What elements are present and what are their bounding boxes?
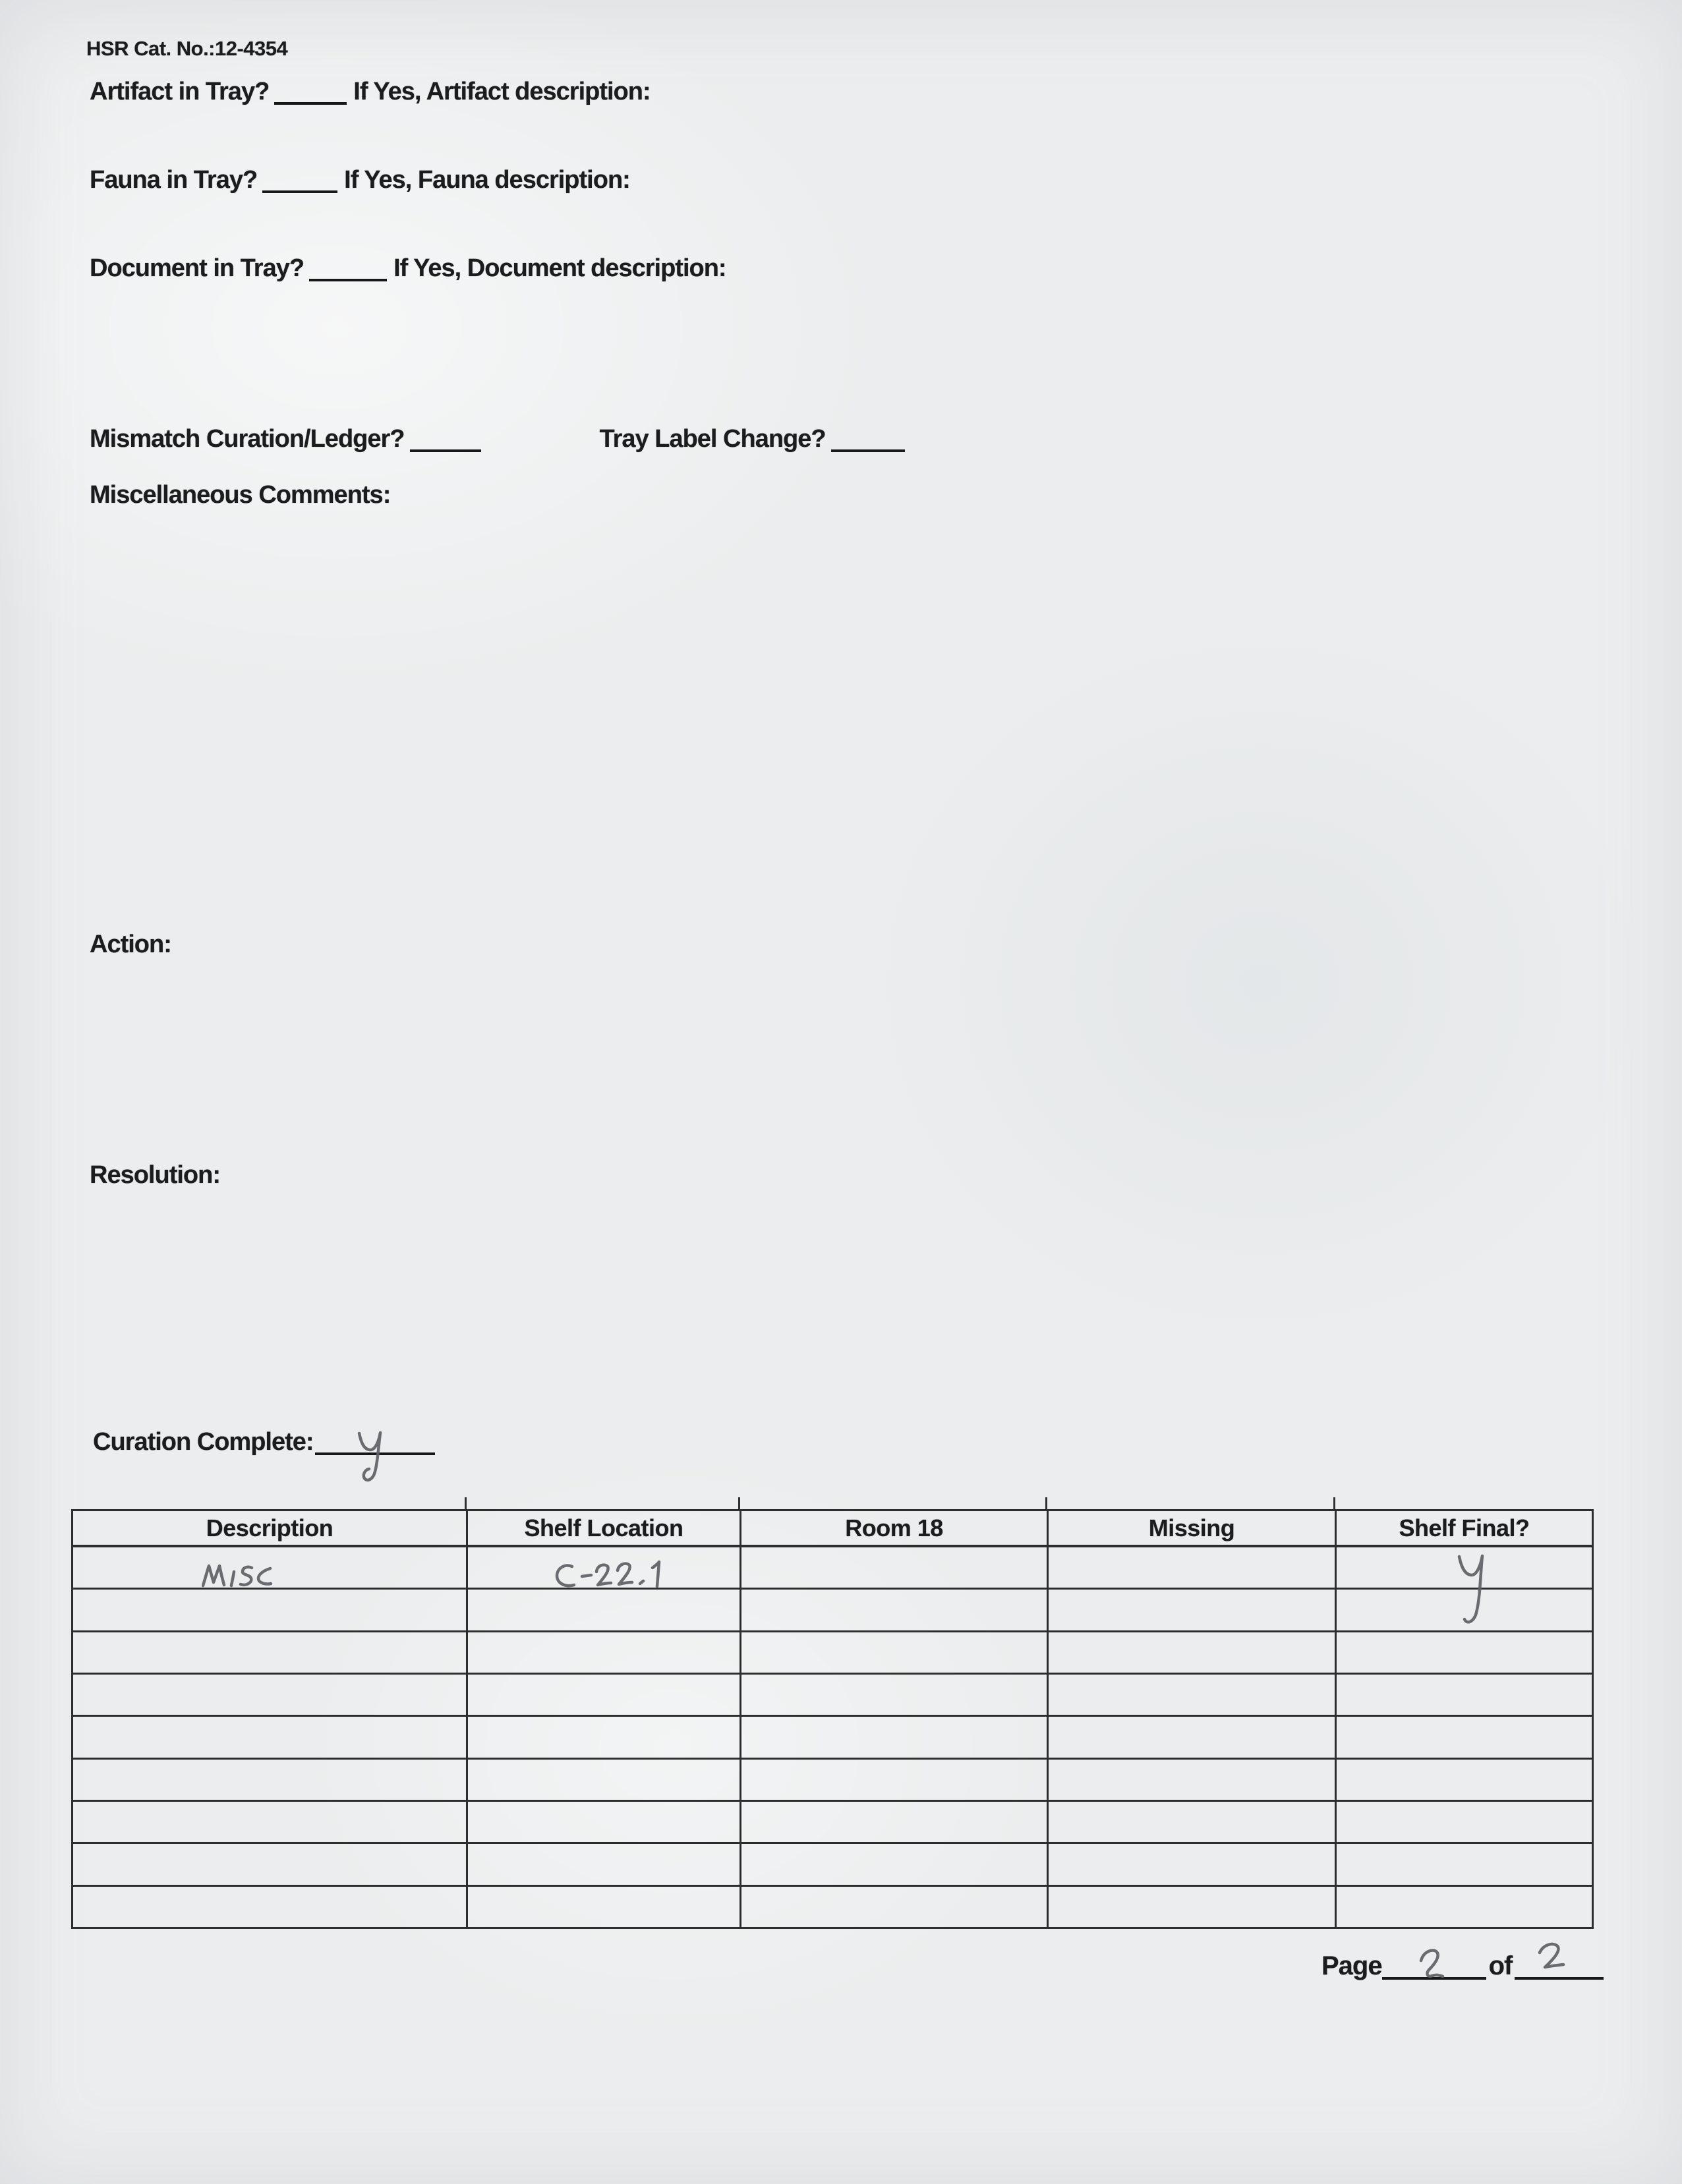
fauna-followup-label: If Yes, Fauna description:: [344, 166, 630, 194]
document-question-line: [90, 256, 726, 281]
table-header-row: [72, 1510, 1593, 1547]
document-followup-label: If Yes, Document description:: [393, 254, 726, 282]
page-footer-line: [1321, 1953, 1604, 1979]
shelf-location-table: [71, 1509, 1594, 1929]
table-tick-1: [465, 1497, 467, 1509]
resolution-label: Resolution:: [90, 1161, 220, 1189]
table-row: [72, 1843, 1593, 1885]
fauna-answer-blank: [262, 187, 337, 193]
table-row: [72, 1800, 1593, 1843]
table-tick-4: [1333, 1497, 1335, 1509]
table-row: [72, 1885, 1593, 1928]
fauna-question-label: Fauna in Tray?: [90, 166, 258, 194]
cell-room-18: [741, 1546, 1048, 1589]
table-row: [72, 1673, 1593, 1715]
mismatch-line: [90, 426, 905, 451]
hsr-cat-no-label: HSR Cat. No.:12-4354: [86, 37, 288, 60]
column-header-shelf-final: Shelf Final?: [1336, 1510, 1593, 1547]
table-row: [72, 1546, 1593, 1589]
column-header-missing: Missing: [1048, 1510, 1336, 1547]
curation-complete-line: [93, 1429, 435, 1454]
artifact-question-line: [90, 79, 651, 104]
action-label: Action:: [90, 931, 171, 958]
tray-label-change-label: Tray Label Change?: [599, 425, 826, 453]
table-row: [72, 1631, 1593, 1673]
artifact-question-label: Artifact in Tray?: [90, 78, 270, 105]
table-tick-2: [738, 1497, 740, 1509]
cell-description: [72, 1546, 467, 1589]
page-total-blank: [1515, 1973, 1604, 1980]
table-row: [72, 1589, 1593, 1631]
tray-label-change-blank: [831, 445, 905, 452]
fauna-question-line: [90, 167, 630, 192]
column-header-description: Description: [72, 1510, 467, 1547]
table-row: [72, 1758, 1593, 1800]
column-header-room-18: Room 18: [741, 1510, 1048, 1547]
page-number-blank: [1382, 1973, 1486, 1980]
page-label: Page: [1321, 1951, 1382, 1980]
misc-comments-label: Miscellaneous Comments:: [90, 481, 391, 509]
artifact-followup-label: If Yes, Artifact description:: [353, 78, 651, 105]
cell-shelf-location: [467, 1546, 741, 1589]
cell-missing: [1048, 1546, 1336, 1589]
mismatch-question-label: Mismatch Curation/Ledger?: [90, 425, 405, 453]
mismatch-answer-blank: [410, 445, 481, 452]
curation-complete-blank: [315, 1449, 435, 1455]
cell-shelf-final: [1336, 1546, 1593, 1589]
of-label: of: [1488, 1951, 1513, 1980]
artifact-answer-blank: [274, 98, 347, 105]
document-question-label: Document in Tray?: [90, 254, 304, 282]
document-answer-blank: [309, 275, 387, 281]
curation-complete-label: Curation Complete:: [93, 1428, 314, 1456]
column-header-shelf-location: Shelf Location: [467, 1510, 741, 1547]
table-tick-3: [1045, 1497, 1047, 1509]
table-row: [72, 1716, 1593, 1758]
